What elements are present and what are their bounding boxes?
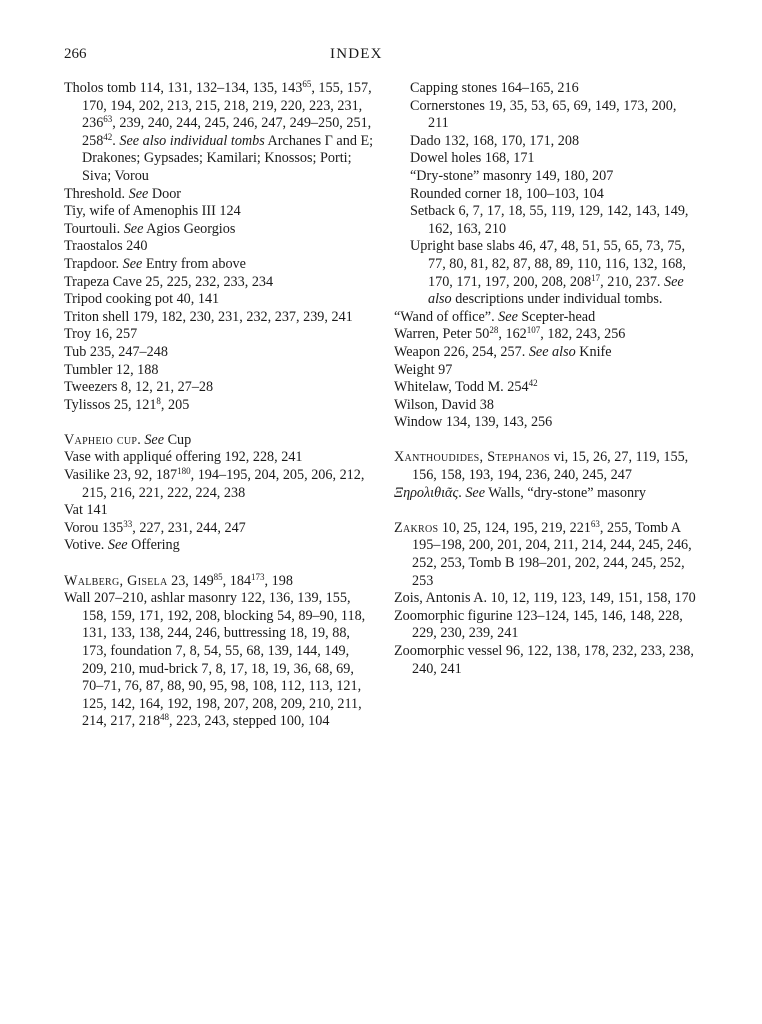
index-text: See bbox=[144, 431, 165, 448]
index-text: Vat 141 bbox=[64, 502, 108, 519]
index-text: Traostalos 240 bbox=[64, 238, 148, 255]
index-text: Archanes Γ and E; Drakones; Gypsades; Kamilari; Knossos; Porti; Siva; Vorou bbox=[82, 132, 374, 184]
footnote-ref: 173 bbox=[251, 571, 265, 582]
footnote-ref: 85 bbox=[213, 571, 223, 582]
index-entry bbox=[64, 467, 376, 502]
index-entry bbox=[64, 449, 376, 467]
index-subentry bbox=[394, 203, 700, 238]
section-gap bbox=[394, 502, 700, 520]
index-text: , 162 bbox=[498, 326, 527, 343]
index-entry bbox=[394, 344, 700, 362]
index-entry bbox=[64, 432, 376, 450]
index-text: Threshold. bbox=[64, 185, 129, 202]
footnote-ref: 42 bbox=[103, 131, 113, 142]
footnote-ref: 48 bbox=[160, 712, 170, 723]
index-text: Rounded corner 18, 100–103, 104 bbox=[410, 185, 604, 202]
index-text: Votive. bbox=[64, 537, 108, 554]
index-column-right bbox=[394, 80, 700, 678]
index-text: Tumbler 12, 188 bbox=[64, 361, 159, 378]
index-text: 10, 25, 124, 195, 219, 221 bbox=[438, 519, 591, 536]
index-entry bbox=[64, 520, 376, 538]
index-text: See bbox=[128, 185, 149, 202]
index-entry bbox=[64, 397, 376, 415]
page-title: INDEX bbox=[330, 46, 383, 62]
index-entry bbox=[394, 590, 700, 608]
index-entry bbox=[394, 414, 700, 432]
index-text: vi, 15, 26, 27, 119, 155, 156, 158, 193, 194, 236, 240, 245, 247 bbox=[412, 449, 689, 484]
index-text: , 198 bbox=[264, 572, 293, 589]
index-entry bbox=[64, 309, 376, 327]
index-entry bbox=[394, 362, 700, 380]
index-heading-term: Vapheio cup bbox=[64, 431, 138, 448]
index-text: , 227, 231, 244, 247 bbox=[132, 519, 246, 536]
index-text: Entry from above bbox=[142, 255, 246, 272]
index-entry bbox=[64, 502, 376, 520]
index-text: Whitelaw, Todd M. 254 bbox=[394, 379, 529, 396]
index-entry bbox=[394, 397, 700, 415]
index-text: Tholos tomb 114, 131, 132–134, 135, 143 bbox=[64, 80, 303, 96]
index-text: Tripod cooking pot 40, 141 bbox=[64, 291, 220, 308]
footnote-ref: 17 bbox=[591, 272, 601, 283]
index-entry bbox=[394, 485, 700, 503]
index-entry bbox=[394, 608, 700, 643]
index-text: “Wand of office”. bbox=[394, 308, 499, 325]
index-text: Trapdoor. bbox=[64, 255, 123, 272]
index-text: Tub 235, 247–248 bbox=[64, 343, 168, 360]
footnote-ref: 63 bbox=[590, 518, 600, 529]
index-text: Offering bbox=[127, 537, 180, 554]
index-text: Tweezers 8, 12, 21, 27–28 bbox=[64, 379, 214, 396]
index-text: See bbox=[123, 220, 144, 237]
index-subentry bbox=[394, 80, 700, 98]
index-text: Vasilike 23, 92, 187 bbox=[64, 467, 178, 484]
index-text: Vase with appliqué offering 192, 228, 241 bbox=[64, 449, 303, 466]
index-entry bbox=[64, 186, 376, 204]
index-entry bbox=[394, 326, 700, 344]
index-text: Weapon 226, 254, 257. bbox=[394, 343, 529, 360]
index-text: descriptions under individual tombs. bbox=[451, 291, 663, 308]
index-text: , 194–195, 204, 205, 206, 212, 215, 216, 221, 222, 224, 238 bbox=[82, 467, 365, 501]
index-text: Trapeza Cave 25, 225, 232, 233, 234 bbox=[64, 273, 274, 290]
index-text: See bbox=[122, 255, 143, 272]
index-text: Triton shell 179, 182, 230, 231, 232, 237, 239, 241 bbox=[64, 308, 353, 325]
index-text: Dowel holes 168, 171 bbox=[410, 150, 535, 167]
index-text: Vorou 135 bbox=[64, 519, 124, 536]
index-entry bbox=[64, 344, 376, 362]
footnote-ref: 33 bbox=[123, 518, 133, 529]
index-subentry bbox=[394, 150, 700, 168]
index-entry bbox=[64, 221, 376, 239]
index-text: Tylissos 25, 121 bbox=[64, 396, 157, 413]
index-text: Tourtouli. bbox=[64, 220, 124, 237]
index-text: . bbox=[137, 431, 145, 448]
page-number: 266 bbox=[64, 46, 87, 62]
index-text: , 223, 243, stepped 100, 104 bbox=[169, 713, 330, 730]
index-text: , 255, Tomb A 195–198, 200, 201, 204, 211, 214, 244, 245, 246, 252, 253, Tomb B 198–201, 202, 244, 245, 252, 253 bbox=[412, 519, 692, 589]
index-text: See also bbox=[528, 343, 576, 360]
index-text: Door bbox=[148, 185, 182, 202]
index-text: See also bbox=[428, 273, 684, 308]
index-entry bbox=[64, 274, 376, 292]
index-text: Dado 132, 168, 170, 171, 208 bbox=[410, 132, 580, 149]
footnote-ref: 63 bbox=[103, 114, 113, 125]
section-gap bbox=[64, 555, 376, 573]
index-text: Zois, Antonis A. 10, 12, 119, 123, 149, 151, 158, 170 bbox=[394, 590, 696, 607]
index-text: , 210, 237. bbox=[600, 273, 664, 290]
index-text: Window 134, 139, 143, 256 bbox=[394, 414, 553, 431]
index-entry bbox=[394, 449, 700, 484]
index-text: Scepter-head bbox=[517, 308, 596, 325]
index-text: . bbox=[112, 132, 120, 149]
index-text: , 184 bbox=[222, 572, 252, 589]
index-text: Cup bbox=[164, 431, 192, 448]
index-subentry bbox=[394, 186, 700, 204]
index-entry bbox=[64, 362, 376, 380]
index-column-left bbox=[64, 80, 376, 731]
index-subentry bbox=[394, 168, 700, 186]
index-text: . bbox=[458, 484, 466, 501]
index-text: “Dry-stone” masonry 149, 180, 207 bbox=[410, 167, 614, 184]
index-text: See bbox=[465, 484, 486, 501]
index-heading-term: Walberg, Gisela bbox=[64, 572, 168, 589]
footnote-ref: 8 bbox=[156, 395, 161, 406]
index-text: , 239, 240, 244, 245, 246, 247, 249–250, 251, 258 bbox=[82, 115, 372, 149]
index-text: Wilson, David 38 bbox=[394, 396, 494, 413]
index-entry bbox=[394, 520, 700, 590]
index-entry bbox=[64, 379, 376, 397]
index-subentry bbox=[394, 133, 700, 151]
index-text: Wall 207–210, ashlar masonry 122, 136, 139, 155, 158, 159, 171, 192, 208, blocking 54, 89–90, 118, 131, 133, 138, 244, 246, buttressing 18, 19, 88, 173, foundation 7, 8, 54, 55, 68, 139, 144, 149, 209, 210, mud-brick 7, 8, 17, 18, 19, 36, 68, 69, 70–71, 76, 87, 88, 90, 95, 98, 108, 112, 113, 121, 125, 142, 164, 192, 198, 207, 208, 209, 210, 211, 214, 217, 218 bbox=[64, 590, 366, 730]
index-entry bbox=[64, 291, 376, 309]
index-text: See bbox=[498, 308, 518, 325]
index-entry bbox=[64, 326, 376, 344]
index-text: Tiy, wife of Amenophis III 124 bbox=[64, 203, 241, 220]
footnote-ref: 42 bbox=[528, 378, 538, 389]
index-text: Troy 16, 257 bbox=[64, 326, 138, 343]
index-entry bbox=[64, 238, 376, 256]
index-entry bbox=[64, 590, 376, 731]
index-entry bbox=[64, 537, 376, 555]
index-subentry bbox=[394, 238, 700, 308]
section-gap bbox=[394, 432, 700, 450]
index-heading-term: Zakros bbox=[394, 519, 439, 536]
index-text: Zoomorphic figurine 123–124, 145, 146, 148, 228, 229, 230, 239, 241 bbox=[394, 607, 683, 642]
index-entry bbox=[394, 309, 700, 327]
index-text: 23, 149 bbox=[167, 572, 214, 589]
index-entry bbox=[64, 573, 376, 591]
index-text: Knife bbox=[575, 343, 612, 360]
index-entry bbox=[64, 203, 376, 221]
footnote-ref: 107 bbox=[526, 325, 541, 336]
index-text: Capping stones 164–165, 216 bbox=[410, 80, 579, 96]
index-text: Agios Georgios bbox=[143, 220, 236, 237]
index-entry bbox=[64, 256, 376, 274]
index-text: , 155, 157, 170, 194, 202, 213, 215, 218, 219, 220, 223, 231, 236 bbox=[82, 80, 372, 132]
footnote-ref: 28 bbox=[489, 325, 499, 336]
footnote-ref: 180 bbox=[177, 466, 191, 477]
index-text: Cornerstones 19, 35, 53, 65, 69, 149, 173, 200, 211 bbox=[410, 97, 677, 132]
section-gap bbox=[64, 414, 376, 432]
index-entry bbox=[394, 379, 700, 397]
index-text: Upright base slabs 46, 47, 48, 51, 55, 65, 73, 75, 77, 80, 81, 82, 87, 88, 89, 110, 116, 132, 168, 170, 171, 197, 200, 208, 208 bbox=[410, 238, 686, 290]
index-subentry bbox=[394, 98, 700, 133]
index-entry bbox=[394, 643, 700, 678]
index-text: Setback 6, 7, 17, 18, 55, 119, 129, 142, 143, 149, 162, 163, 210 bbox=[410, 203, 689, 237]
index-text: , 182, 243, 256 bbox=[540, 326, 626, 343]
index-text: Warren, Peter 50 bbox=[394, 326, 490, 343]
index-text: Ξηρολιθιᾶς bbox=[394, 484, 459, 501]
index-text: Zoomorphic vessel 96, 122, 138, 178, 232, 233, 238, 240, 241 bbox=[394, 643, 694, 677]
index-text: See also individual tombs bbox=[119, 132, 265, 149]
index-text: , 205 bbox=[160, 396, 190, 413]
index-text: See bbox=[107, 537, 128, 554]
index-heading-term: Xanthoudides, Stephanos bbox=[394, 449, 551, 466]
index-text: Weight 97 bbox=[394, 361, 453, 378]
index-text: Walls, “dry-stone” masonry bbox=[485, 484, 646, 501]
index-entry bbox=[64, 80, 376, 186]
footnote-ref: 65 bbox=[302, 79, 312, 89]
